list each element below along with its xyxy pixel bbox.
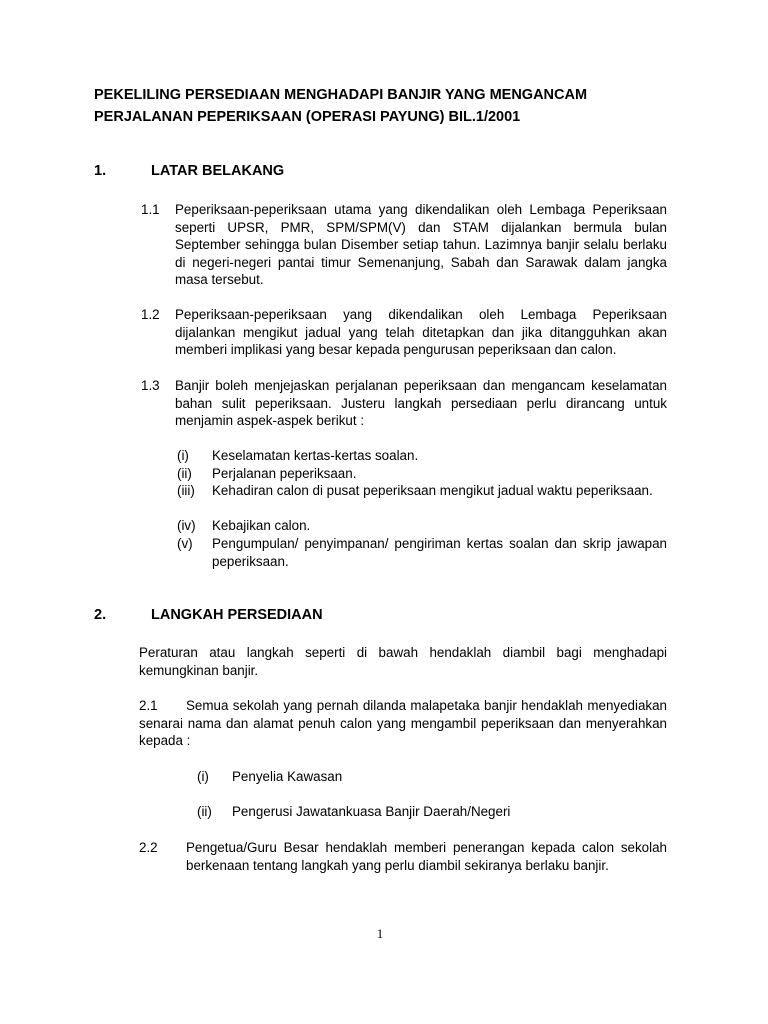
list-item-1-iv-text: Kebajikan calon.	[212, 518, 311, 533]
list-item-2-ii-text: Pengerusi Jawatankuasa Banjir Daerah/Negeri	[232, 804, 511, 819]
list-item-2-i-text: Penyelia Kawasan	[232, 769, 343, 784]
list-item-1-iv-marker: (iv)	[177, 518, 196, 533]
paragraph-2-1-text: Semua sekolah yang pernah dilanda malapetaka banjir hendaklah menyediakan senarai nama dan alamat penuh calon yang mengambil peperiksaan dan menyerahkan kepada :	[139, 698, 667, 749]
paragraph-1-1	[141, 201, 667, 291]
title-line-1: PEKELILING PERSEDIAAN MENGHADAPI BANJIR YANG MENGANCAM	[94, 87, 588, 103]
paragraph-1-2-text: Peperiksaan-peperiksaan yang dikendalikan oleh Lembaga Peperiksaan dijalankan mengikut jadual yang telah ditetapkan dan jika ditangguhkan akan memberi implikasi yang besar kepada pengurusan peperiksaan dan calon.	[175, 307, 667, 358]
section-2-number: 2.	[94, 607, 107, 623]
paragraph-1-2-number: 1.2	[141, 307, 160, 322]
section-2-intro: Peraturan atau langkah seperti di bawah hendaklah diambil bagi menghadapi kemungkinan banjir.	[139, 645, 667, 678]
page-number: 1	[376, 926, 384, 941]
list-item-1-iv	[177, 517, 667, 535]
paragraph-1-1-number: 1.1	[141, 202, 160, 217]
paragraph-1-3	[141, 377, 667, 433]
list-item-1-ii-text: Perjalanan peperiksaan.	[212, 466, 357, 481]
title-line-2: PERJALANAN PEPERIKSAAN (OPERASI PAYUNG) BIL.1/2001	[94, 109, 521, 125]
paragraph-1-2	[141, 306, 667, 362]
paragraph-2-1-number: 2.1	[139, 698, 158, 713]
paragraph-1-3-number: 1.3	[141, 378, 160, 393]
list-item-1-iii-marker: (iii)	[177, 483, 195, 498]
list-item-1-i-text: Keselamatan kertas-kertas soalan.	[212, 448, 419, 463]
section-2-heading	[94, 605, 323, 625]
list-item-2-ii-marker: (ii)	[197, 804, 212, 819]
list-item-1-v-marker: (v)	[177, 536, 193, 551]
list-item-1-iii-text: Kehadiran calon di pusat peperiksaan mengikut jadual waktu peperiksaan.	[212, 483, 653, 498]
list-item-1-ii-marker: (ii)	[177, 466, 192, 481]
list-item-1-i-marker: (i)	[177, 448, 189, 463]
section-2-title: LANGKAH PERSEDIAAN	[151, 607, 323, 623]
section-1-heading	[94, 161, 284, 181]
paragraph-1-1-text: Peperiksaan-peperiksaan utama yang dikendalikan oleh Lembaga Peperiksaan seperti UPSR, PMR, SPM/SPM(V) dan STAM dijalankan bermula bulan September sehingga bulan Disember setiap tahun. Lazimnya banjir selalu berlaku di negeri-negeri pantai timur Semenanjung, Sabah dan Sarawak dalam jangka masa tersebut.	[175, 202, 667, 288]
list-item-2-ii	[197, 803, 667, 821]
list-item-1-v	[177, 535, 667, 571]
paragraph-2-2-text: Pengetua/Guru Besar hendaklah memberi penerangan kepada calon sekolah berkenaan tentang langkah yang perlu diambil sekiranya berlaku banjir.	[186, 840, 667, 873]
document-title	[94, 84, 694, 128]
paragraph-2-2-number: 2.2	[139, 840, 158, 855]
list-item-1-v-text: Pengumpulan/ penyimpanan/ pengiriman kertas soalan dan skrip jawapan peperiksaan.	[212, 536, 667, 569]
list-item-1-iii	[177, 482, 667, 518]
section-1-number: 1.	[94, 163, 107, 179]
list-item-1-i	[177, 447, 667, 465]
section-1-title: LATAR BELAKANG	[151, 163, 285, 179]
paragraph-1-3-text: Banjir boleh menjejaskan perjalanan peperiksaan dan mengancam keselamatan bahan sulit peperiksaan. Justeru langkah persediaan perlu dirancang untuk menjamin aspek-aspek berikut :	[175, 378, 667, 429]
list-item-1-ii	[177, 465, 667, 483]
paragraph-2-1	[139, 697, 667, 753]
paragraph-2-2	[139, 839, 667, 895]
list-item-2-i-marker: (i)	[197, 769, 209, 784]
list-item-2-i	[197, 768, 667, 786]
